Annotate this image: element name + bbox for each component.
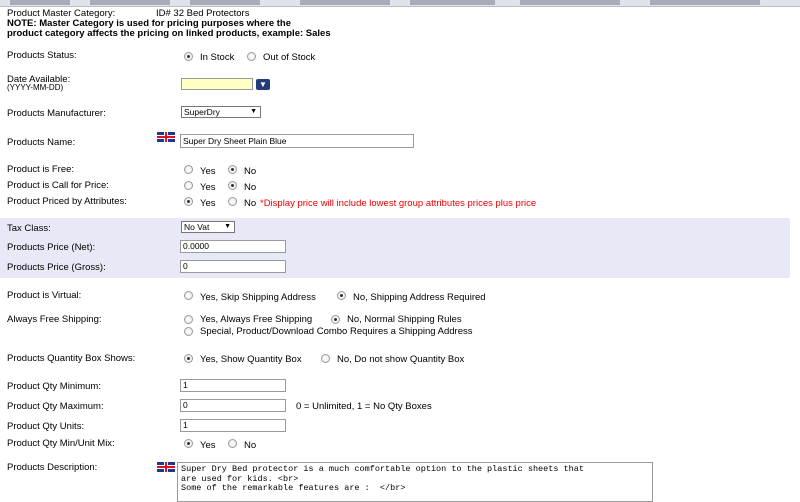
status-in-stock-radio[interactable] [184,52,193,61]
free-shipping-label: Always Free Shipping: [7,314,102,325]
pricing-section [0,218,790,278]
qty-mix-yes-radio[interactable] [184,439,193,448]
price-gross-label: Products Price (Gross): [7,262,106,273]
chevron-down-icon: ▼ [250,108,257,115]
products-name-label: Products Name: [7,137,76,148]
note-line: product category affects the pricing on linked products, example: Sales [7,28,331,39]
price-net-label: Products Price (Net): [7,242,96,253]
priced-by-attributes-note: *Display price will include lowest group attributes prices plus price [260,198,537,209]
priced-by-attributes-no-label: No [244,198,257,209]
bookmark-item[interactable] [410,0,495,5]
calendar-icon[interactable]: ▼ [256,79,270,90]
bookmark-item[interactable] [90,0,170,5]
qty-mix-no-radio[interactable] [228,439,237,448]
qty-box-no-radio[interactable] [321,354,330,363]
products-name-input[interactable]: Super Dry Sheet Plain Blue [180,134,414,148]
priced-by-attributes-no-radio[interactable] [228,197,237,206]
call-for-price-no-radio[interactable] [228,181,237,190]
priced-by-attributes-yes-radio[interactable] [184,197,193,206]
virtual-yes-radio[interactable] [184,291,193,300]
call-for-price-no-label: No [244,182,257,193]
virtual-yes-label: Yes, Skip Shipping Address [200,292,316,303]
status-in-stock-label: In Stock [200,52,235,63]
free-shipping-no-label: No, Normal Shipping Rules [347,314,462,325]
is-free-yes-label: Yes [200,166,216,177]
qty-box-label: Products Quantity Box Shows: [7,353,136,364]
qty-box-yes-label: Yes, Show Quantity Box [200,354,302,365]
note-line: NOTE: Master Category is used for pricing purposes where the [7,18,292,29]
call-for-price-yes-label: Yes [200,182,216,193]
bookmark-item[interactable] [520,0,620,5]
description-label: Products Description: [7,462,98,473]
date-available-input[interactable] [181,78,253,90]
free-shipping-yes-label: Yes, Always Free Shipping [200,314,313,325]
qty-box-no-label: No, Do not show Quantity Box [337,354,465,365]
call-for-price-label: Product is Call for Price: [7,180,109,191]
bookmark-item[interactable] [650,0,760,5]
manufacturer-label: Products Manufacturer: [7,108,106,119]
master-category-note [7,19,331,39]
priced-by-attributes-label: Product Priced by Attributes: [7,196,127,207]
date-format-hint: (YYYY-MM-DD) [7,83,64,92]
chevron-down-icon: ▼ [224,223,231,230]
virtual-label: Product is Virtual: [7,290,82,301]
status-out-of-stock-radio[interactable] [247,52,256,61]
qty-box-yes-radio[interactable] [184,354,193,363]
bookmark-item[interactable] [10,0,70,5]
qty-mix-no-label: No [244,440,257,451]
date-available-label: Date Available: [7,74,71,85]
is-free-no-radio[interactable] [228,165,237,174]
is-free-label: Product is Free: [7,164,75,175]
priced-by-attributes-yes-label: Yes [200,198,216,209]
call-for-price-yes-radio[interactable] [184,181,193,190]
qty-max-input[interactable]: 0 [180,399,286,412]
qty-units-label: Product Qty Units: [7,421,85,432]
virtual-no-label: No, Shipping Address Required [353,292,486,303]
tax-class-selected-value: No Vat [184,222,210,232]
qty-mix-yes-label: Yes [200,440,216,451]
qty-min-label: Product Qty Minimum: [7,381,101,392]
qty-mix-label: Product Qty Min/Unit Mix: [7,438,115,449]
virtual-no-radio[interactable] [337,291,346,300]
tax-class-label: Tax Class: [7,223,51,234]
description-textarea[interactable]: Super Dry Bed protector is a much comfortable option to the plastic sheets that are used for kids. <br> Some of the remarkable features are : </br> [177,462,653,502]
price-gross-input[interactable]: 0 [180,260,286,273]
master-category-label: Product Master Category: [7,8,116,19]
free-shipping-no-radio[interactable] [331,315,340,324]
free-shipping-special-radio[interactable] [184,327,193,336]
is-free-yes-radio[interactable] [184,165,193,174]
manufacturer-select[interactable] [181,106,261,118]
bookmark-item[interactable] [300,0,390,5]
qty-units-input[interactable]: 1 [180,419,286,432]
manufacturer-selected-value: SuperDry [184,107,220,117]
uk-flag-icon [157,132,175,142]
qty-max-label: Product Qty Maximum: [7,401,104,412]
free-shipping-special-label: Special, Product/Download Combo Requires a Shipping Address [200,326,473,337]
price-net-input[interactable]: 0.0000 [180,240,286,253]
qty-max-hint: 0 = Unlimited, 1 = No Qty Boxes [296,401,432,412]
products-status-label: Products Status: [7,50,77,61]
browser-bookmarks-bar [0,0,800,7]
status-out-of-stock-label: Out of Stock [263,52,316,63]
free-shipping-yes-radio[interactable] [184,315,193,324]
is-free-no-label: No [244,166,257,177]
master-category-value: ID# 32 Bed Protectors [156,8,250,19]
tax-class-select[interactable] [181,221,235,233]
qty-min-input[interactable]: 1 [180,379,286,392]
bookmark-item[interactable] [190,0,260,5]
uk-flag-icon [157,462,175,472]
